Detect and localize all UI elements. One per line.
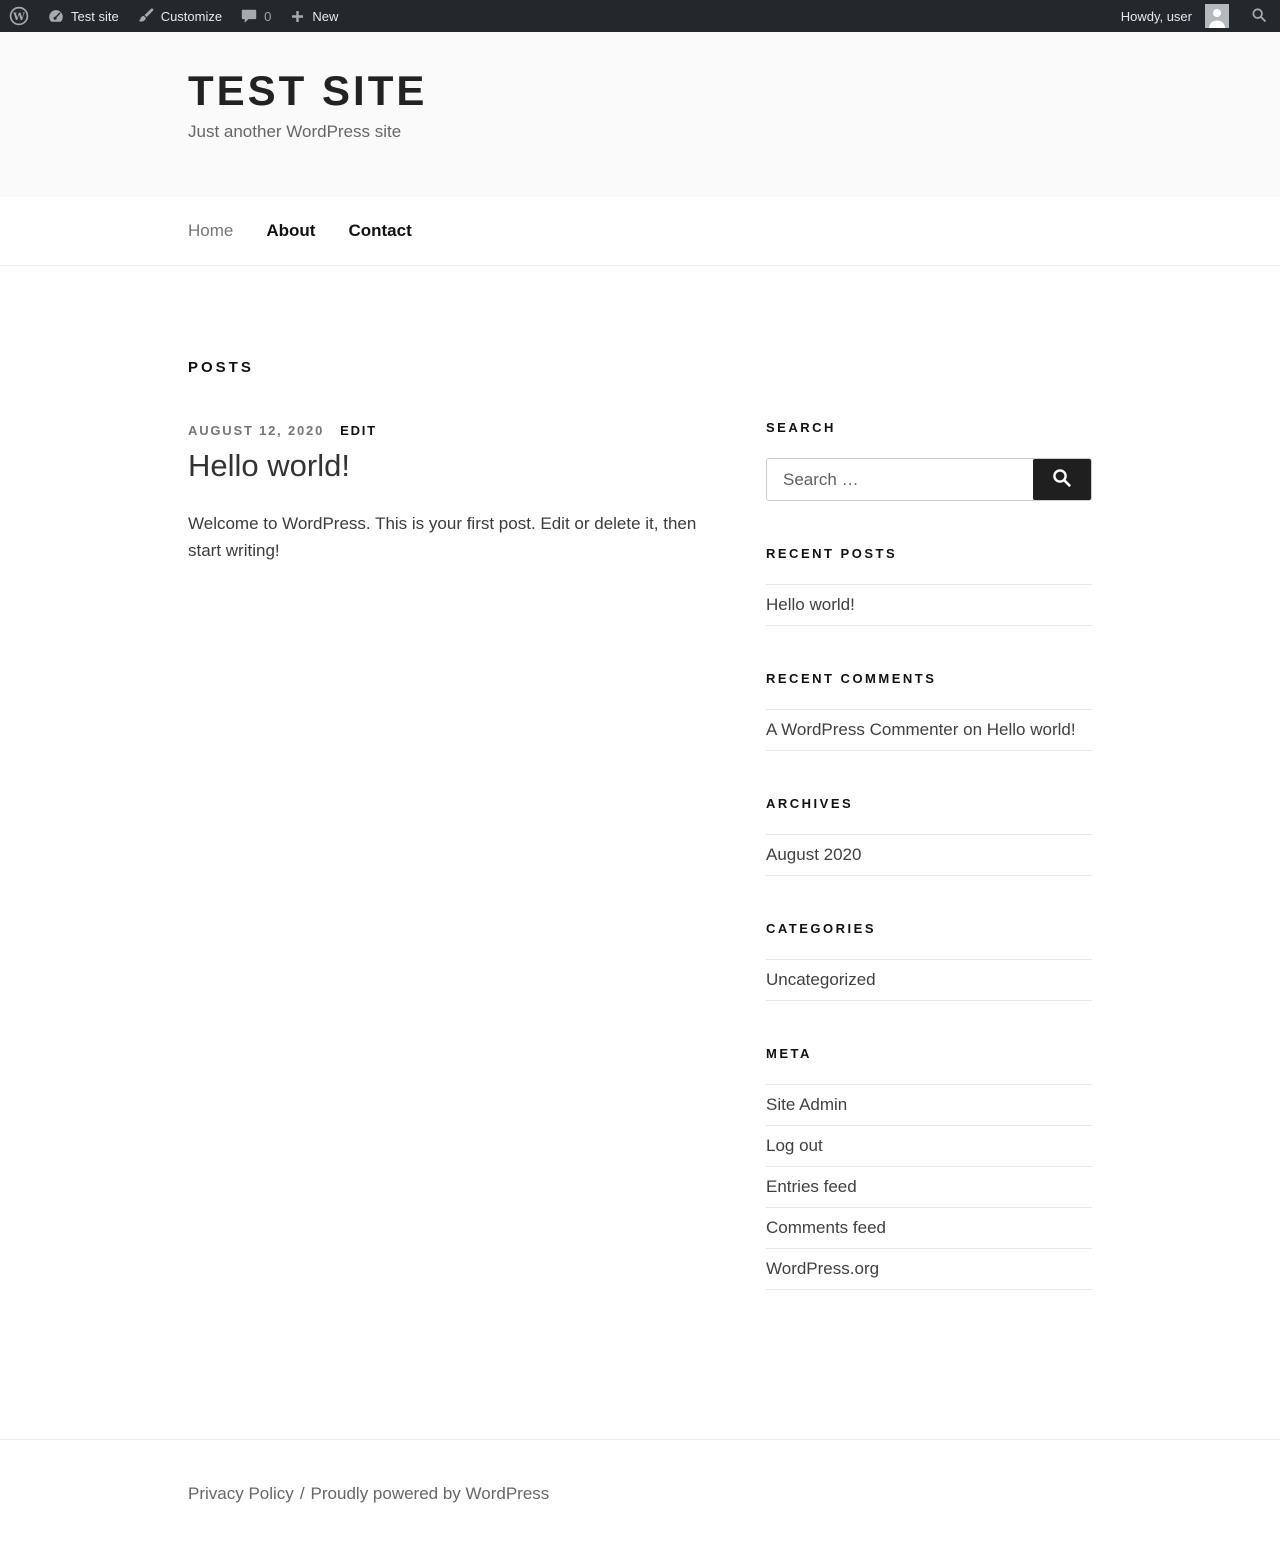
- paintbrush-icon: [137, 7, 155, 25]
- category-link[interactable]: Uncategorized: [766, 970, 876, 989]
- dashboard-gauge-icon: [47, 7, 65, 25]
- admin-bar-site-name-label: Test site: [71, 8, 119, 24]
- meta-title: META: [766, 1046, 812, 1061]
- meta-link-wordpress-org[interactable]: WordPress.org: [766, 1259, 880, 1278]
- magnifier-icon: [1050, 466, 1074, 493]
- meta-link-entries-feed[interactable]: Entries feed: [766, 1177, 857, 1196]
- recent-post-link[interactable]: Hello world!: [766, 595, 855, 614]
- archives-title: ARCHIVES: [766, 796, 854, 811]
- admin-bar-account[interactable]: [1112, 0, 1238, 32]
- list-item: [766, 1166, 1092, 1207]
- search-widget: [766, 420, 1092, 501]
- main-navigation: [0, 197, 1280, 266]
- meta-link-site-admin[interactable]: Site Admin: [766, 1095, 848, 1114]
- archives-list: [766, 834, 1092, 876]
- recent-posts-list: [766, 584, 1092, 626]
- post-meta: [188, 423, 704, 438]
- categories-title: CATEGORIES: [766, 921, 876, 936]
- list-item: [766, 1125, 1092, 1166]
- admin-bar-left-group: [0, 0, 347, 32]
- powered-by-link[interactable]: Proudly powered by WordPress: [310, 1484, 550, 1503]
- nav-item-contact[interactable]: Contact: [348, 221, 412, 240]
- post-edit-link[interactable]: EDIT: [340, 423, 377, 438]
- post-date[interactable]: AUGUST 12, 2020: [188, 423, 325, 438]
- post-article: [188, 423, 704, 564]
- list-item: [766, 1207, 1092, 1248]
- list-item: [766, 1084, 1092, 1125]
- list-item: [766, 584, 1092, 626]
- page-title: POSTS: [188, 359, 254, 376]
- list-item: [766, 709, 1092, 751]
- admin-bar-right-group: [1112, 0, 1280, 32]
- meta-link-comments-feed[interactable]: Comments feed: [766, 1218, 886, 1237]
- footer-separator: /: [299, 1484, 305, 1503]
- recent-comments-list: [766, 709, 1092, 751]
- meta-link-log-out[interactable]: Log out: [766, 1136, 823, 1155]
- categories-widget: [766, 921, 1092, 1001]
- nav-item-home[interactable]: Home: [188, 221, 234, 240]
- list-item: [766, 1248, 1092, 1290]
- recent-comment-link[interactable]: A WordPress Commenter on Hello world!: [766, 720, 1076, 739]
- posts-column: [188, 359, 704, 1335]
- post-title[interactable]: Hello world!: [188, 448, 350, 483]
- recent-posts-title: RECENT POSTS: [766, 546, 898, 561]
- archive-link[interactable]: August 2020: [766, 845, 862, 864]
- sidebar: [766, 359, 1092, 1335]
- list-item: [766, 834, 1092, 876]
- admin-bar-howdy-label: Howdy, user: [1120, 8, 1192, 24]
- wp-admin-bar: [0, 0, 1280, 32]
- meta-list: [766, 1084, 1092, 1290]
- comment-bubble-icon: [240, 7, 258, 25]
- search-icon: [1250, 6, 1268, 27]
- admin-bar-customize-label: Customize: [160, 8, 223, 24]
- recent-posts-widget: [766, 546, 1092, 626]
- nav-item-about[interactable]: About: [266, 221, 316, 240]
- search-form: [766, 458, 1092, 501]
- categories-list: [766, 959, 1092, 1001]
- wordpress-logo-menu[interactable]: [0, 0, 38, 32]
- post-body: Welcome to WordPress. This is your first post. Edit or delete it, then start writing!: [188, 514, 697, 560]
- site-header: [0, 32, 1280, 197]
- admin-bar-new-label: New: [312, 8, 339, 24]
- svg-text:W: W: [13, 11, 25, 23]
- recent-comments-widget: [766, 671, 1092, 751]
- site-title[interactable]: TEST SITE: [188, 67, 428, 114]
- avatar: [1205, 4, 1229, 28]
- admin-bar-site-name[interactable]: [38, 0, 128, 32]
- plus-icon: [289, 8, 306, 25]
- search-submit-button[interactable]: [1033, 459, 1091, 500]
- admin-bar-search-button[interactable]: [1238, 0, 1280, 32]
- privacy-policy-link[interactable]: Privacy Policy: [188, 1484, 294, 1503]
- content-area: [188, 266, 1092, 1439]
- recent-comments-title: RECENT COMMENTS: [766, 671, 937, 686]
- admin-bar-customize[interactable]: [128, 0, 231, 32]
- archives-widget: [766, 796, 1092, 876]
- admin-bar-new[interactable]: [280, 0, 347, 32]
- admin-bar-comments[interactable]: [231, 0, 280, 32]
- search-widget-title: SEARCH: [766, 420, 836, 435]
- list-item: [766, 959, 1092, 1001]
- site-tagline: Just another WordPress site: [188, 122, 402, 142]
- wordpress-logo-icon: [9, 6, 29, 26]
- site-footer: [0, 1439, 1280, 1542]
- admin-bar-comment-count: 0: [264, 8, 272, 24]
- meta-widget: [766, 1046, 1092, 1290]
